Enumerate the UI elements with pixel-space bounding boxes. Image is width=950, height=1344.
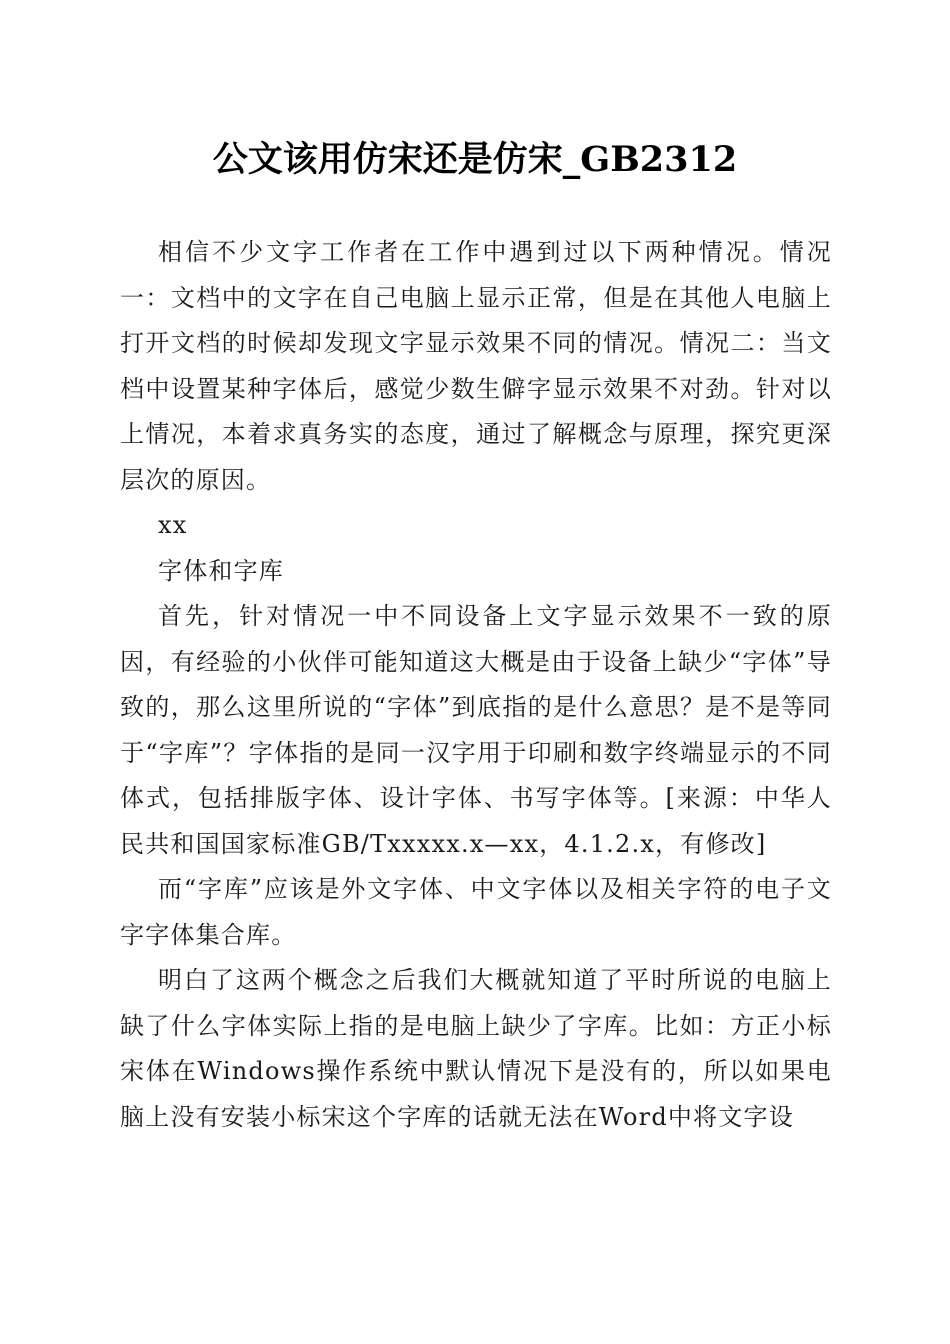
paragraph-library-definition: 而“字库”应该是外文字体、中文字体以及相关字符的电子文字字体集合库。	[120, 875, 832, 949]
paragraph-font-definition: 首先，针对情况一中不同设备上文字显示效果不一致的原因，有经验的小伙伴可能知道这大概是由于设备上缺少“字体”导致的，那么这里所说的“字体”到底指的是什么意思？是不是等同于“字库”？字体指的是同一汉字用于印刷和数字终端显示的不同体式，包括排版字体、设计字体、书写字体等。[来源：中华人民共和国国家标准GB/Txxxxx.x—xx，4.1.2.x，有修改]	[120, 602, 832, 858]
document-body	[120, 230, 832, 1140]
paragraph-placeholder: xx	[158, 511, 188, 539]
section-heading-font-and-library: 字体和字库	[158, 556, 284, 585]
document-title: 公文该用仿宋还是仿宋_GB2312	[212, 139, 738, 180]
paragraph-example: 明白了这两个概念之后我们大概就知道了平时所说的电脑上缺了什么字体实际上指的是电脑上缺少了字库。比如：方正小标宋体在Windows操作系统中默认情况下是没有的，所以如果电脑上没有安装小标宋这个字库的话就无法在Word中将文字设	[120, 966, 832, 1131]
paragraph-intro: 相信不少文字工作者在工作中遇到过以下两种情况。情况一：文档中的文字在自己电脑上显示正常，但是在其他人电脑上打开文档的时候却发现文字显示效果不同的情况。情况二：当文档中设置某种字体后，感觉少数生僻字显示效果不对劲。针对以上情况，本着求真务实的态度，通过了解概念与原理，探究更深层次的原因。	[120, 238, 832, 494]
